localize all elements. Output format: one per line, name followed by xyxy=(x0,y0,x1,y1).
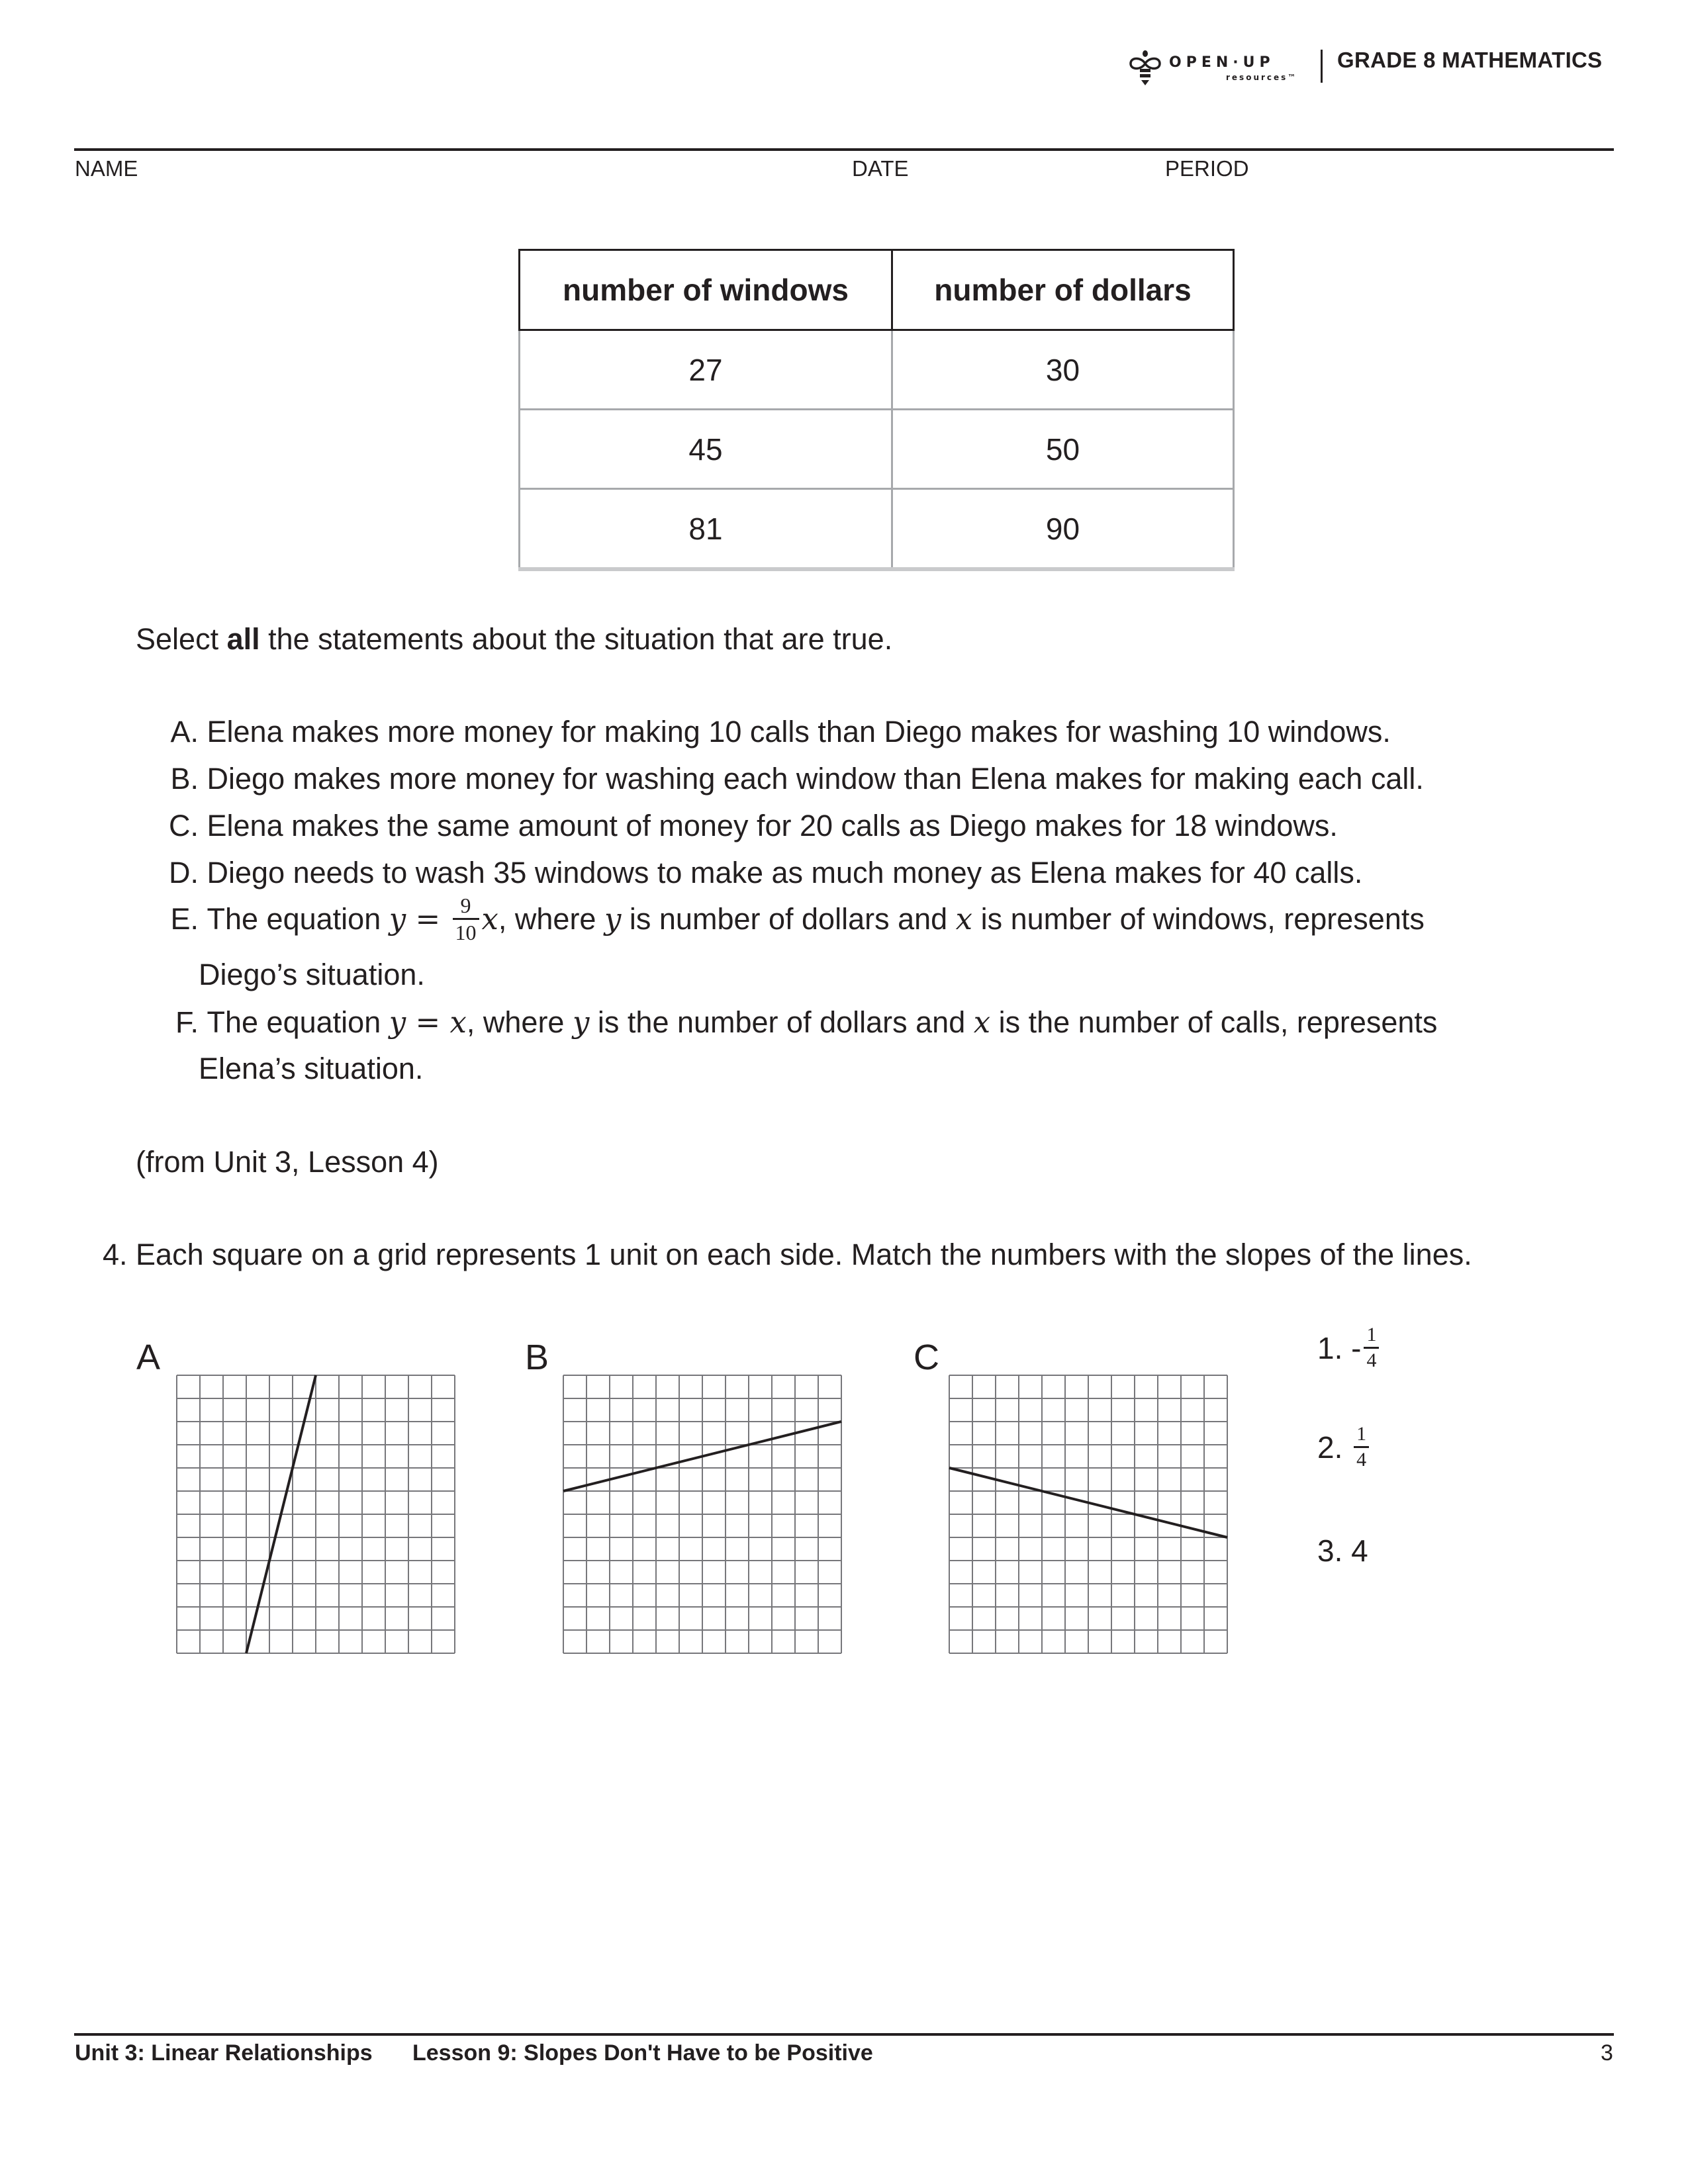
option-letter: D. xyxy=(169,856,199,889)
table-cell: 90 xyxy=(892,489,1234,570)
option-text: Diego makes more money for washing each window than Elena makes for making each call. xyxy=(207,762,1424,796)
bee-icon xyxy=(1127,49,1164,89)
period-field-label: PERIOD xyxy=(1165,156,1249,181)
grid-a-graph xyxy=(176,1375,455,1654)
table-cell: 30 xyxy=(892,330,1234,410)
option-text: Elena makes more money for making 10 calls than Diego makes for washing 10 windows. xyxy=(207,715,1391,749)
windows-dollars-table xyxy=(518,249,1235,571)
option-letter: A. xyxy=(170,715,199,749)
footer-rule xyxy=(74,2033,1614,2036)
grid-c-label: C xyxy=(914,1338,939,1377)
option-text: Diego needs to wash 35 windows to make as much money as Elena makes for 40 calls. xyxy=(207,856,1363,889)
option-a[interactable] xyxy=(163,715,1391,749)
table-cell: 27 xyxy=(520,330,892,410)
option-letter: C. xyxy=(169,809,199,842)
table-header-row xyxy=(520,250,1234,330)
source-reference: (from Unit 3, Lesson 4) xyxy=(136,1145,439,1179)
fraction-one-quarter: $\frac{1}{4}$ xyxy=(1354,1424,1369,1470)
option-d[interactable] xyxy=(163,856,1362,890)
footer-unit: Unit 3: Linear Relationships xyxy=(75,2040,373,2066)
page-number: 3 xyxy=(1601,2040,1613,2066)
option-f[interactable]: F. The equation y = x, where y is the number of dollars and x is the number of calls, represents xyxy=(163,1005,1437,1040)
header-rule xyxy=(74,148,1614,151)
option-letter: B. xyxy=(170,762,199,796)
table-cell: 50 xyxy=(892,410,1234,489)
table-cell: 81 xyxy=(520,489,892,570)
option-letter: E. xyxy=(170,901,199,936)
grid-a-label: A xyxy=(136,1338,161,1377)
column-header-dollars: number of dollars xyxy=(892,250,1234,330)
slope-choice-3: 3. 4 xyxy=(1317,1533,1368,1568)
course-title: GRADE 8 MATHEMATICS xyxy=(1337,48,1603,72)
footer-lesson: Lesson 9: Slopes Don't Have to be Positive xyxy=(412,2040,873,2066)
fraction-one-quarter: $\frac{1}{4}$ xyxy=(1364,1325,1379,1371)
table-row xyxy=(520,489,1234,570)
option-c[interactable] xyxy=(163,809,1338,843)
grid-c-graph xyxy=(949,1375,1228,1654)
name-field-label: NAME xyxy=(75,156,138,181)
fraction-nine-tenths: $\frac{9}{10}$ xyxy=(453,895,479,943)
question-3-prompt: Select all the statements about the situation that are true. xyxy=(136,622,893,656)
question-4-prompt: 4. Each square on a grid represents 1 unit on each side. Match the numbers with the slopes of the lines. xyxy=(103,1238,1472,1271)
grid-b-label: B xyxy=(525,1338,549,1377)
table-row xyxy=(520,410,1234,489)
equation-y: y xyxy=(389,901,406,936)
slope-choice-2: 2. $\frac{1}{4}$ xyxy=(1317,1424,1372,1470)
equation-x: x xyxy=(481,901,498,936)
emphasis-all: all xyxy=(226,622,260,656)
grid-b-graph xyxy=(563,1375,842,1654)
option-e[interactable]: E. The equation y = $\frac{9}{10}$ x , where y is number of dollars and x is number of windows, represents xyxy=(163,895,1425,943)
option-b[interactable] xyxy=(163,762,1424,796)
question-number: 4. xyxy=(103,1238,128,1271)
option-text: Elena makes the same amount of money for 20 calls as Diego makes for 18 windows. xyxy=(207,809,1338,842)
option-f-continuation: Elena’s situation. xyxy=(199,1052,424,1085)
date-field-label: DATE xyxy=(852,156,909,181)
table-cell: 45 xyxy=(520,410,892,489)
logo-wordmark: OPEN·UP xyxy=(1169,54,1275,71)
option-letter: F. xyxy=(175,1005,199,1039)
table-row xyxy=(520,330,1234,410)
option-e-continuation: Diego’s situation. xyxy=(199,958,425,991)
header-divider xyxy=(1321,50,1323,83)
column-header-windows: number of windows xyxy=(520,250,892,330)
open-up-resources-logo xyxy=(1127,49,1299,89)
slope-choice-1: 1. - $\frac{1}{4}$ xyxy=(1317,1325,1382,1371)
logo-subtitle: resources™ xyxy=(1226,73,1298,82)
